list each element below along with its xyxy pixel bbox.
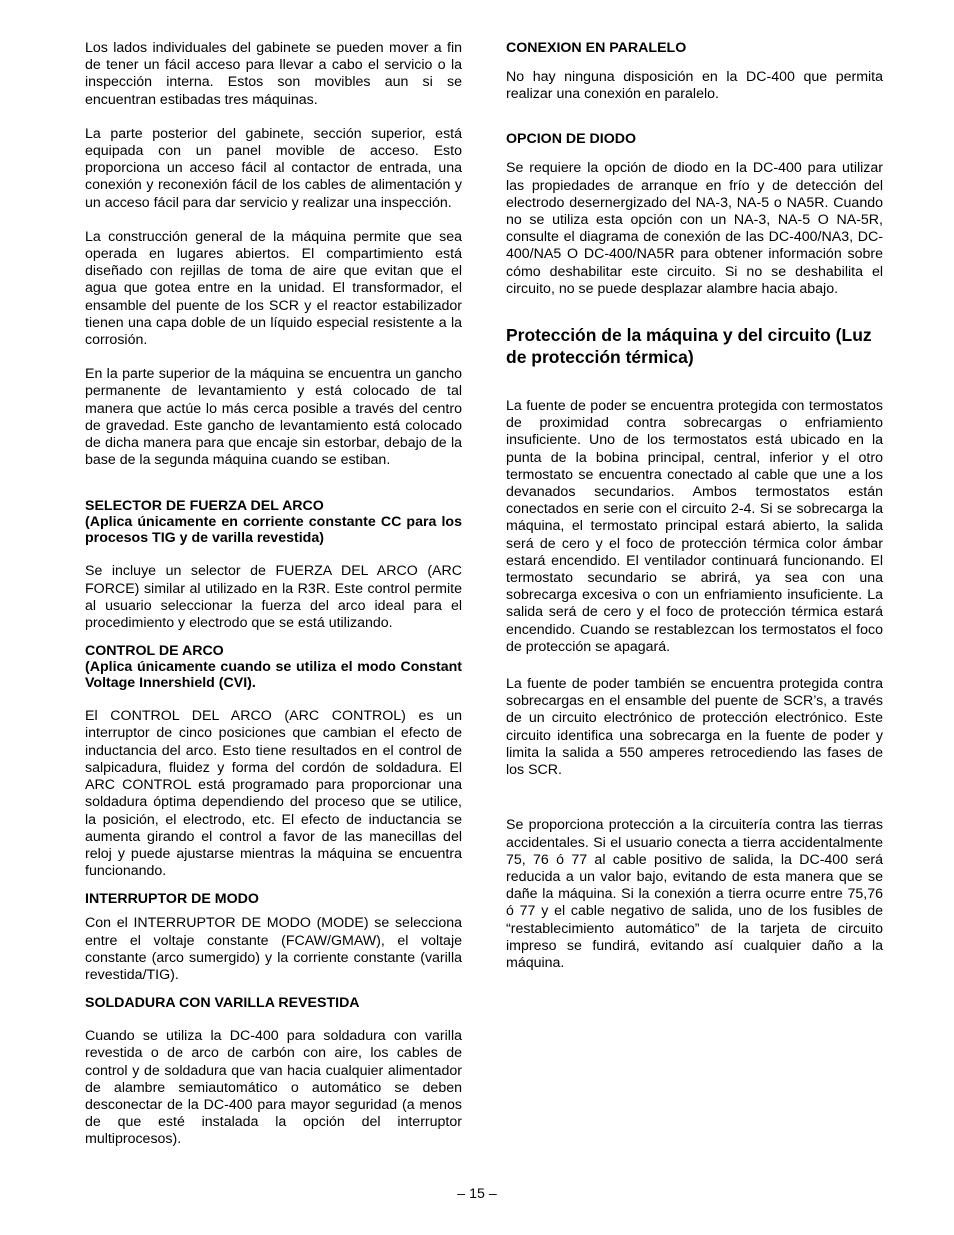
heading-arc-force: SELECTOR DE FUERZA DEL ARCO: [85, 498, 324, 515]
heading-stick-welding: SOLDADURA CON VARILLA REVESTIDA: [85, 995, 360, 1012]
heading-arc-force-note: (Aplica únicamente en corriente constante CC para los procesos TIG y de varilla revestida): [85, 514, 462, 547]
paragraph-rear-panel: La parte posterior del gabinete, sección superior, está equipada con un panel movible de acceso. Esto proporciona un acceso fácil al contactor de entrada, una conexión y reconexión fácil de los cables de alimentación y un acceso fácil para dar servicio y realizar una inspección.: [85, 125, 462, 211]
paragraph-thermal-protection: La fuente de poder se encuentra protegida con termostatos de proximidad contra sobrecargas o enfriamiento insuficiente. Uno de los termostatos está ubicado en la punta de la bobina principal, central, inferior y el otro termostato se encuentra conectado al cable que une a los devanados secundarios. Ambos termostatos están conectados en serie con el circuito 2-4. Si se sobrecarga la máquina, el termostato principal estará abierto, la salida será de cero y el foco de protección térmica color ámbar estará encendido. El ventilador continuará funcionando. El termostato secundario se abrirá, ya sea con una sobrecarga excesiva o con un enfriamiento insuficiente. La salida será de cero y el foco de protección térmica estará encendido. Cuando se restablezcan los termostatos el foco de protección se apagará.: [506, 398, 883, 655]
right-column: [506, 40, 883, 972]
paragraph-lift-hook: En la parte superior de la máquina se encuentra un gancho permanente de levantamiento y está colocado de tal manera que actúe lo más cerca posible a través del centro de gravedad. Este gancho de levantamiento está colocado de dicha manera para que encaje sin estorbar, debajo de la base de la segunda máquina cuando se estiban.: [85, 366, 462, 469]
paragraph-construction: La construcción general de la máquina permite que sea operada en lugares abiertos. El compartimiento está diseñado con rejillas de toma de aire que evitan que el agua que gotea entre en la unidad. El transformador, el ensamble del puente de los SCR y el reactor estabilizador tienen una capa doble de un líquido especial resistente a la corrosión.: [85, 228, 462, 349]
paragraph-arc-force: Se incluye un selector de FUERZA DEL ARCO (ARC FORCE) similar al utilizado en la R3R. Este control permite al usuario seleccionar la fuerza del arco ideal para el procedimiento y electrodo que se está utilizando.: [85, 563, 462, 632]
paragraph-cabinet-sides: Los lados individuales del gabinete se pueden mover a fin de tener un fácil acceso para llevar a cabo el servicio o la inspección interna. Estos son movibles aun si se encuentran estibadas tres máquinas.: [85, 40, 462, 108]
heading-mode-switch: INTERRUPTOR DE MODO: [85, 891, 259, 908]
paragraph-parallel: No hay ninguna disposición en la DC-400 que permita realizar una conexión en paralelo.: [506, 69, 883, 103]
heading-arc-control: CONTROL DE ARCO: [85, 643, 224, 660]
heading-parallel: CONEXION EN PARALELO: [506, 40, 687, 56]
heading-arc-control-note: (Aplica únicamente cuando se utiliza el modo Constant Voltage Innershield (CVI).: [85, 659, 462, 692]
paragraph-stick-welding: Cuando se utiliza la DC-400 para soldadura con varilla revestida o de arco de carbón con aire, los cables de control y de soldadura que van hacia cualquier alimentador de alambre semiautomático o automático se deben desconectar de la DC-400 para mayor seguridad (a menos de que esté instalada la opción del interruptor multiprocesos).: [85, 1028, 462, 1148]
paragraph-scr-protection: La fuente de poder también se encuentra protegida contra sobrecargas en el ensamble del puente de SCR’s, a través de un circuito electrónico de protección electrónico. Este circuito identifica una sobrecarga en la fuente de poder y limita la salida a 550 amperes retrocediendo las fases de los SCR.: [506, 676, 883, 779]
left-column: [85, 40, 462, 1149]
paragraph-arc-control: El CONTROL DEL ARCO (ARC CONTROL) es un interruptor de cinco posiciones que cambian el efecto de inductancia del arco. Esto tiene resultados en el control de salpicadura, fluidez y forma del cordón de soldadura. El ARC CONTROL está programado para proporcionar una soldadura óptima dependiendo del proceso que se utilice, la posición, el electrodo, etc. El efecto de inductancia se aumenta girando el control a favor de las manecillas del reloj y puede ajustarse mientras la máquina se encuentra funcionando.: [85, 708, 462, 880]
paragraph-mode-switch: Con el INTERRUPTOR DE MODO (MODE) se selecciona entre el voltaje constante (FCAW/GMAW), el voltaje constante (arco sumergido) y la corriente constante (varilla revestida/TIG).: [85, 915, 462, 983]
paragraph-ground-protection: Se proporciona protección a la circuitería contra las tierras accidentales. Si el usuario conecta a tierra accidentalmente 75, 76 ó 77 al cable positivo de salida, la DC-400 será reducida a un valor bajo, evitando de esta manera que se dañe la máquina. Si la conexión a tierra ocurre entre 75,76 ó 77 y el cable negativo de salida, uno de los fusibles de “restablecimiento automático” de la tarjeta de circuito impreso se fundirá, evitando así cualquier daño a la máquina.: [506, 817, 883, 971]
heading-diode: OPCION DE DIODO: [506, 131, 637, 148]
paragraph-diode: Se requiere la opción de diodo en la DC-400 para utilizar las propiedades de arranque en frío y de detección del electrodo desernergizado del NA-3, NA-5 o NA5R. Cuando no se utiliza esta opción con un NA-3, NA-5 O NA-5R, consulte el diagrama de conexión de las DC-400/NA3, DC-400/NA5 O DC-400/NA5R para obtener información sobre cómo deshabilitar este circuito. Si no se deshabilita el circuito, no se puede desplazar alambre hacia abajo.: [506, 160, 883, 297]
heading-protection: Protección de la máquina y del circuito (Luz de protección térmica): [506, 325, 872, 368]
page-number: – 15 –: [457, 1186, 497, 1202]
